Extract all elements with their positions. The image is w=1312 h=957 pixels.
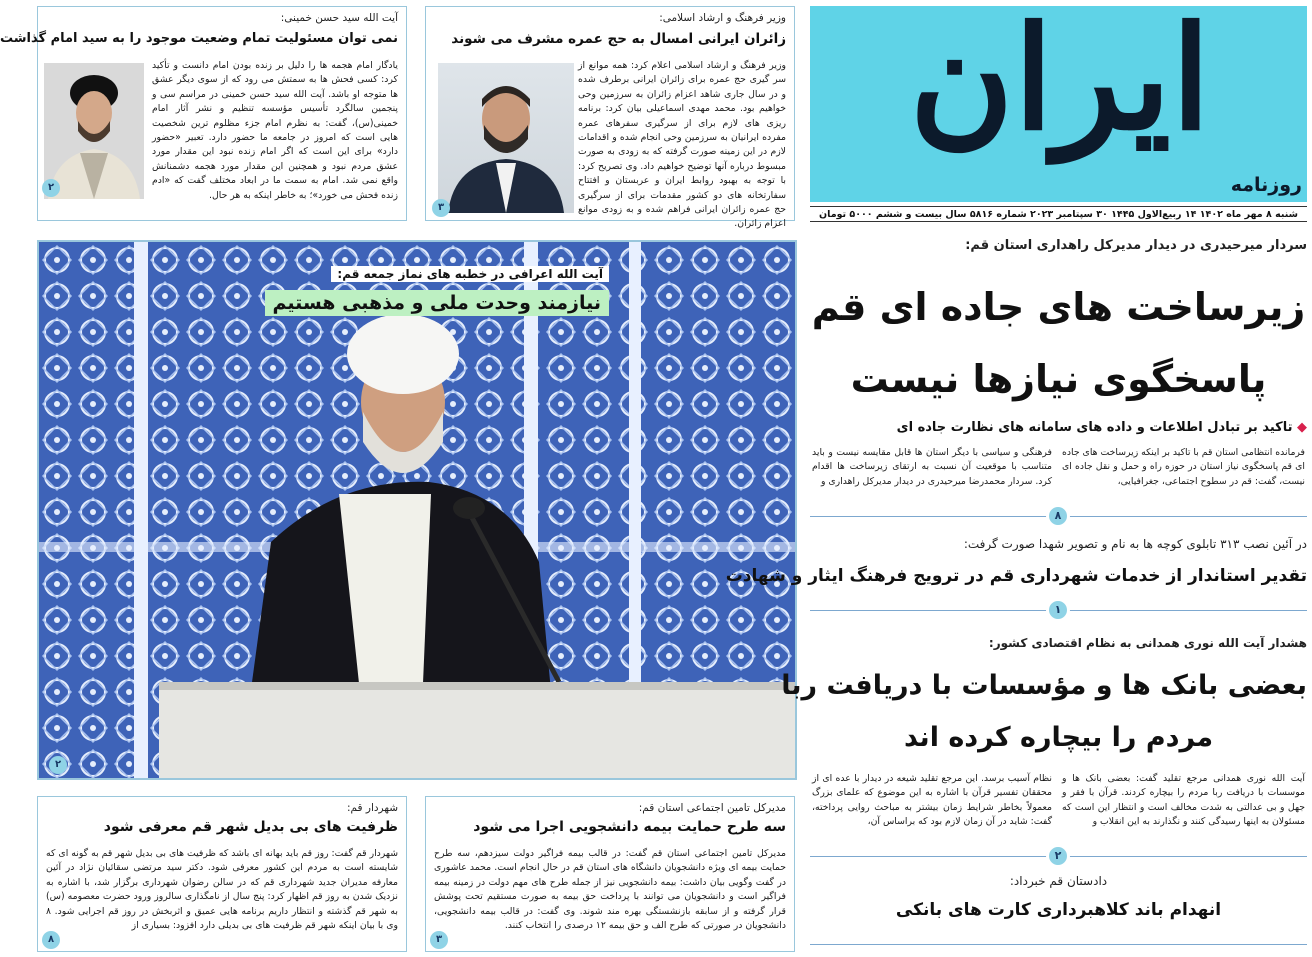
fourth-headline[interactable]: انهدام باند کلاهبرداری کارت های بانکی (895, 900, 1222, 920)
page-ref-badge[interactable]: ۲ (1046, 844, 1070, 868)
story-kicker: مدیرکل تامین اجتماعی استان قم: (638, 802, 786, 814)
lead-headline-line-2[interactable]: پاسخگوی نیازها نیست (850, 357, 1267, 401)
page-ref-badge[interactable]: ۱ (1046, 598, 1070, 622)
lead-body-right: فرمانده انتظامی استان قم با تاکید بر اینکه زیرساخت های جاده ای قم پاسخگوی نیاز استان در حوزه راه و حمل و نقل جاده ای نیست، گفت: قم در سطوح اجتماعی، جغرافیایی، (1062, 447, 1305, 487)
top-left-story (0, 6, 407, 221)
masthead-logo: ایران (909, 0, 1211, 162)
page-ref-badge[interactable]: ۸ (1046, 504, 1070, 528)
third-kicker: هشدار آیت الله نوری همدانی به نظام اقتصادی کشور: (988, 636, 1307, 650)
story-body: وزیر فرهنگ و ارشاد اسلامی اعلام کرد: همه موانع از سر گیری حج عمره برای زائران ایرانی برطرف شده و در سال جاری شاهد اعزام زائران به سرزمین وحی خواهیم بود. محمد مهدی اسماعیلی بیان کرد: برنامه ریزی های لازم برای از سرگیری سفرهای عمره مفرده ایرانیان به سرزمین وحی انجام شده و اقدامات لازم در این زمینه صورت گرفته که به زودی به صورت مبسوط درباره آنها توضیح خواهیم داد. وی تصریح کرد: با توجه به بهبود روابط ایران و عربستان و افتتاح سفارتخانه های دو کشور مقدمات برای از سرگیری حج عمره زائران ایرانی فراهم شده و به زودی موانع اعزام زائران. (578, 60, 786, 230)
story-kicker: شهردار قم: (347, 802, 398, 814)
third-headline-line-1[interactable]: بعضی بانک ها و مؤسسات با دریافت ربا (781, 670, 1307, 701)
page-ref-badge[interactable]: ۳ (432, 199, 450, 217)
story-body: شهردار قم گفت: روز قم باید بهانه ای باشد که ظرفیت های بی بدیل شهر قم به گونه ای که شایسته است به مردم این کشور معرفی شود. دکتر سید مرتضی سقائیان نژاد در آئین معارفه مدیران جدید شهرداری قم که در سالن رضوان شهرداری برگزار شد، با اشاره به نزدیک شدن به روز قم اظهار کرد: پنج سال از نامگذاری سالروز ورود حضرت معصومه (س) به شهر قم گذشته و انتظار داریم برنامه هایی عمیق و اثربخش در روز قم اجرایی شود. ۸ وی با بیان اینکه شهر قم ظرفیت های بی بدیلی دارد افزود: بسیاری از (46, 848, 398, 932)
top-middle-story (425, 6, 795, 230)
story-kicker: وزیر فرهنگ و ارشاد اسلامی: (659, 12, 786, 24)
bottom-left-story (37, 796, 407, 952)
lead-kicker: سردار میرحیدری در دیدار مدیرکل راهداری استان قم: (965, 238, 1307, 253)
story-body: یادگار امام هجمه ها را دلیل بر زنده بودن امام دانست و تأکید کرد: کسی فحش ها به سمتش می رود که از سوی دیگر عشق ها متوجه او باشد. آیت الله سید حسن خمینی در مراسم سی و پنجمین سالگرد تأسیس مؤسسه تنظیم و نشر آثار امام خمینی(س)، گفت: به نظرم امام جزء مظلوم ترین شخصیت هایی است که امروز در جامعه ما حضور دارد. تعبیر «حضور دارد» برای این است که اگر امام زنده نبود این مقدار مورد عشق مردم نبود و همچنین این مقدار مورد هجمه دشمنانش واقع نمی شد. امام به سمت ما در ابعاد مختلف گفت که «ادم زنده فحش می خورد»؛ به خاطر اینکه به هر حال. (152, 60, 398, 201)
feature-kicker: آیت الله اعرافی در خطبه های نماز جمعه قم: (331, 266, 609, 282)
story-headline[interactable]: زائران ایرانی امسال به حج عمره مشرف می شوند (451, 31, 786, 47)
third-body-right: آیت الله نوری همدانی مرجع تقلید گفت: بعضی بانک ها و موسسات با دریافت ربا مردم را بیچاره کردند. قرآن با فقر و جهل و بی عدالتی به شدت مخالف است و انتظار این است که مسئولان به اینها رسیدگی کنند و نگذارند به این انقلاب و (1062, 773, 1305, 828)
story-headline[interactable]: سه طرح حمایت بیمه دانشجویی اجرا می شود (473, 819, 786, 835)
story-headline[interactable]: نمی توان مسئولیت تمام وضعیت موجود را به سید امام گذاشت (0, 31, 398, 46)
second-kicker: در آئین نصب ۳۱۳ تابلوی کوچه ها به نام و تصویر شهدا صورت گرفت: (963, 537, 1307, 551)
mosque-tile-background (39, 242, 795, 778)
lead-subhead (810, 420, 1307, 435)
cleric-portrait (44, 63, 144, 199)
bottom-middle-story (425, 796, 795, 952)
third-body-left: نظام آسیب برسد. این مرجع تقلید شیعه در دیدار با عده ای از محققان تفسیر قرآن با اشاره به این موضوع که علمای بزرگ معمولاً بخاطر شرایط زمان بیشتر به مباحث روایی پرداخته، گفت: شاید در آن زمان لازم بود که براساس آن، (812, 773, 1052, 828)
fourth-kicker: دادستان قم خبرداد: (1009, 874, 1108, 888)
feature-headline[interactable]: نیازمند وحدت ملی و مذهبی هستیم (265, 290, 609, 316)
masthead-subtitle: روزنامه (1230, 174, 1302, 196)
subhead-text: تاکید بر تبادل اطلاعات و داده های سامانه های نظارت جاده ای (896, 420, 1293, 435)
lead-headline-line-1[interactable]: زیرساخت های جاده ای قم (811, 285, 1306, 329)
lead-body-left: فرهنگی و سیاسی با دیگر استان ها قابل مقایسه نیست و باید متناسب با موقعیت آن نسبت به ارتقای زیرساخت ها اقدام کرد. سردار محمدرضا میرحیدری در دیدار مدیرکل راهداری و (812, 447, 1052, 487)
section-divider (810, 944, 1307, 945)
story-headline[interactable]: ظرفیت های بی بدیل شهر قم معرفی شود (103, 819, 398, 835)
second-headline[interactable]: تقدیر استاندار از خدمات شهرداری قم در ترویج فرهنگ ایثار و شهادت (725, 566, 1307, 586)
third-headline-line-2[interactable]: مردم را بیچاره کرده اند (903, 722, 1214, 753)
page-ref-badge[interactable]: ۲ (49, 756, 67, 774)
dateline: شنبه ۸ مهر ماه ۱۴۰۲ ۱۴ ربیع‌الاول ۱۴۴۵ ۳۰ سپتامبر ۲۰۲۳ شماره ۵۸۱۶ سال بیست و ششم ۵۰۰۰ تومان (810, 206, 1307, 222)
page-ref-badge[interactable]: ۳ (430, 931, 448, 949)
feature-photo (37, 240, 797, 780)
page-ref-badge[interactable]: ۸ (42, 931, 60, 949)
masthead (810, 0, 1307, 202)
story-kicker: آیت الله سید حسن خمینی: (280, 12, 398, 24)
minister-portrait (438, 63, 574, 213)
subhead-bullet: ◆ (1297, 420, 1307, 435)
story-body: مدیرکل تامین اجتماعی استان قم گفت: در قالب بیمه فراگیر دولت سیزدهم، سه طرح حمایت بیمه ای ویژه دانشجویان دانشگاه های استان قم در حال انجام است. محمد عاشوری در گفت وگویی بیان داشت: بیمه دانشجویی نیز از جمله طرح های مهم دولت در زمینه بیمه فراگیر است و دانشجویان می توانند با پرداخت حق بیمه به صورت مستقیم تحت پوشش قرار گرفته و از سابقه بازنشستگی بهره مند شوند. وی گفت: در قالب بیمه دانشجویی، دانشجویان در صورتی که طرح الف و حق بیمه ۱۲ درصدی را انتخاب کنند. (434, 848, 786, 932)
page-ref-badge[interactable]: ۲ (42, 179, 60, 197)
